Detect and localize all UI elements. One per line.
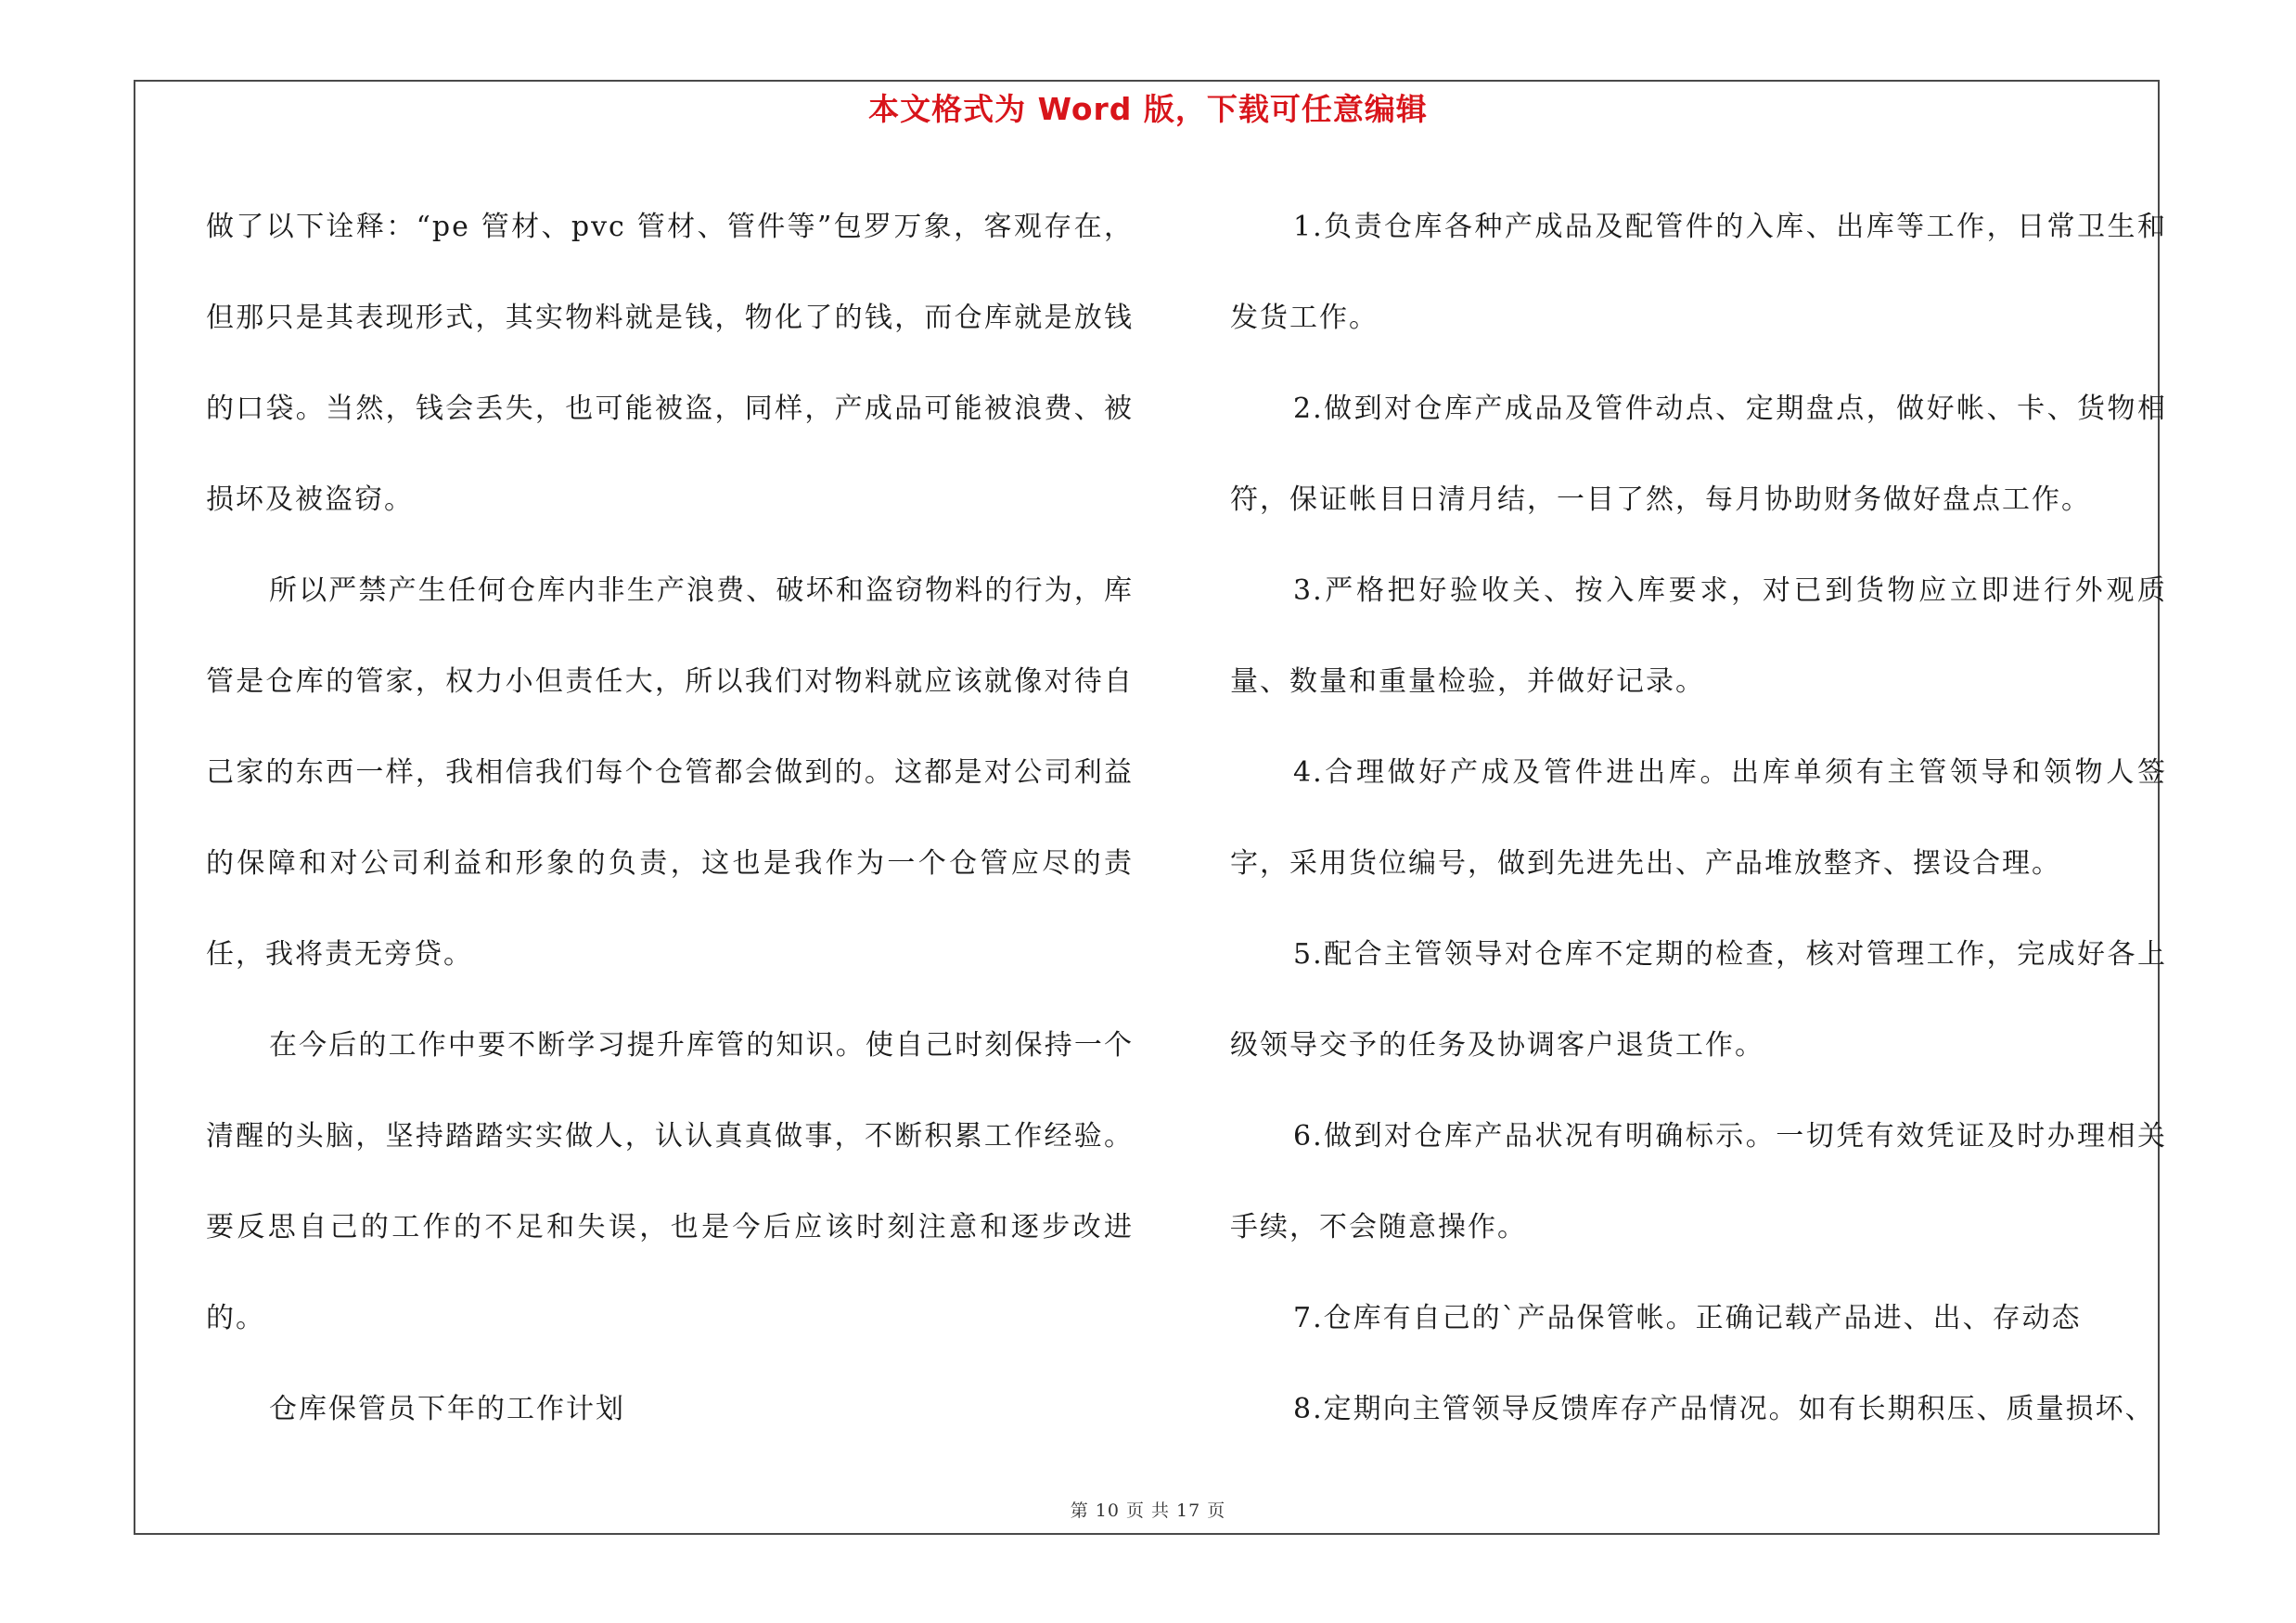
plan-item-4: 4.合理做好产成及管件进出库。出库单须有主管领导和领物人签字，采用货位编号，做到先进先出、产品堆放整齐、摆设合理。 [1230, 756, 2167, 880]
format-banner: 本文格式为 Word 版，下载可任意编辑 [868, 91, 1428, 127]
plan-item-3: 3.严格把好验收关、按入库要求，对已到货物应立即进行外观质量、数量和重量检验，并做好记录。 [1230, 574, 2167, 698]
left-paragraph-3: 在今后的工作中要不断学习提升库管的知识。使自己时刻保持一个清醒的头脑，坚持踏踏实实做人，认认真真做事，不断积累工作经验。要反思自己的工作的不足和失误，也是今后应该时刻注意和逐步改进的。 [206, 1029, 1134, 1334]
left-paragraph-2: 所以严禁产生任何仓库内非生产浪费、破坏和盗窃物料的行为，库管是仓库的管家，权力小但责任大，所以我们对物料就应该就像对待自己家的东西一样，我相信我们每个仓管都会做到的。这都是对公司利益的保障和对公司利益和形象的负责，这也是我作为一个仓管应尽的责任，我将责无旁贷。 [206, 574, 1134, 971]
section-heading-next-year-plan: 仓库保管员下年的工作计划 [269, 1393, 625, 1425]
left-paragraph-1: 做了以下诠释：“pe 管材、pvc 管材、管件等”包罗万象，客观存在，但那只是其表现形式，其实物料就是钱，物化了的钱，而仓库就是放钱的口袋。当然，钱会丢失，也可能被盗，同样，产成品可能被浪费、被损坏及被盗窃。 [206, 211, 1134, 516]
left-column [206, 182, 1134, 1455]
page-number-footer: 第 10 页 共 17 页 [1070, 1501, 1226, 1521]
plan-item-1: 1.负责仓库各种产成品及配管件的入库、出库等工作，日常卫生和发货工作。 [1230, 211, 2167, 334]
right-column [1230, 182, 2167, 1455]
plan-item-5: 5.配合主管领导对仓库不定期的检查，核对管理工作，完成好各上级领导交予的任务及协调客户退货工作。 [1230, 938, 2167, 1062]
plan-item-2: 2.做到对仓库产成品及管件动点、定期盘点，做好帐、卡、货物相符，保证帐目日清月结，一目了然，每月协助财务做好盘点工作。 [1230, 393, 2167, 516]
plan-item-7: 7.仓库有自己的`产品保管帐。正确记载产品进、出、存动态 [1293, 1302, 2082, 1334]
plan-item-8: 8.定期向主管领导反馈库存产品情况。如有长期积压、质量损坏、 [1293, 1393, 2155, 1425]
plan-item-6: 6.做到对仓库产品状况有明确标示。一切凭有效凭证及时办理相关手续，不会随意操作。 [1230, 1120, 2167, 1243]
